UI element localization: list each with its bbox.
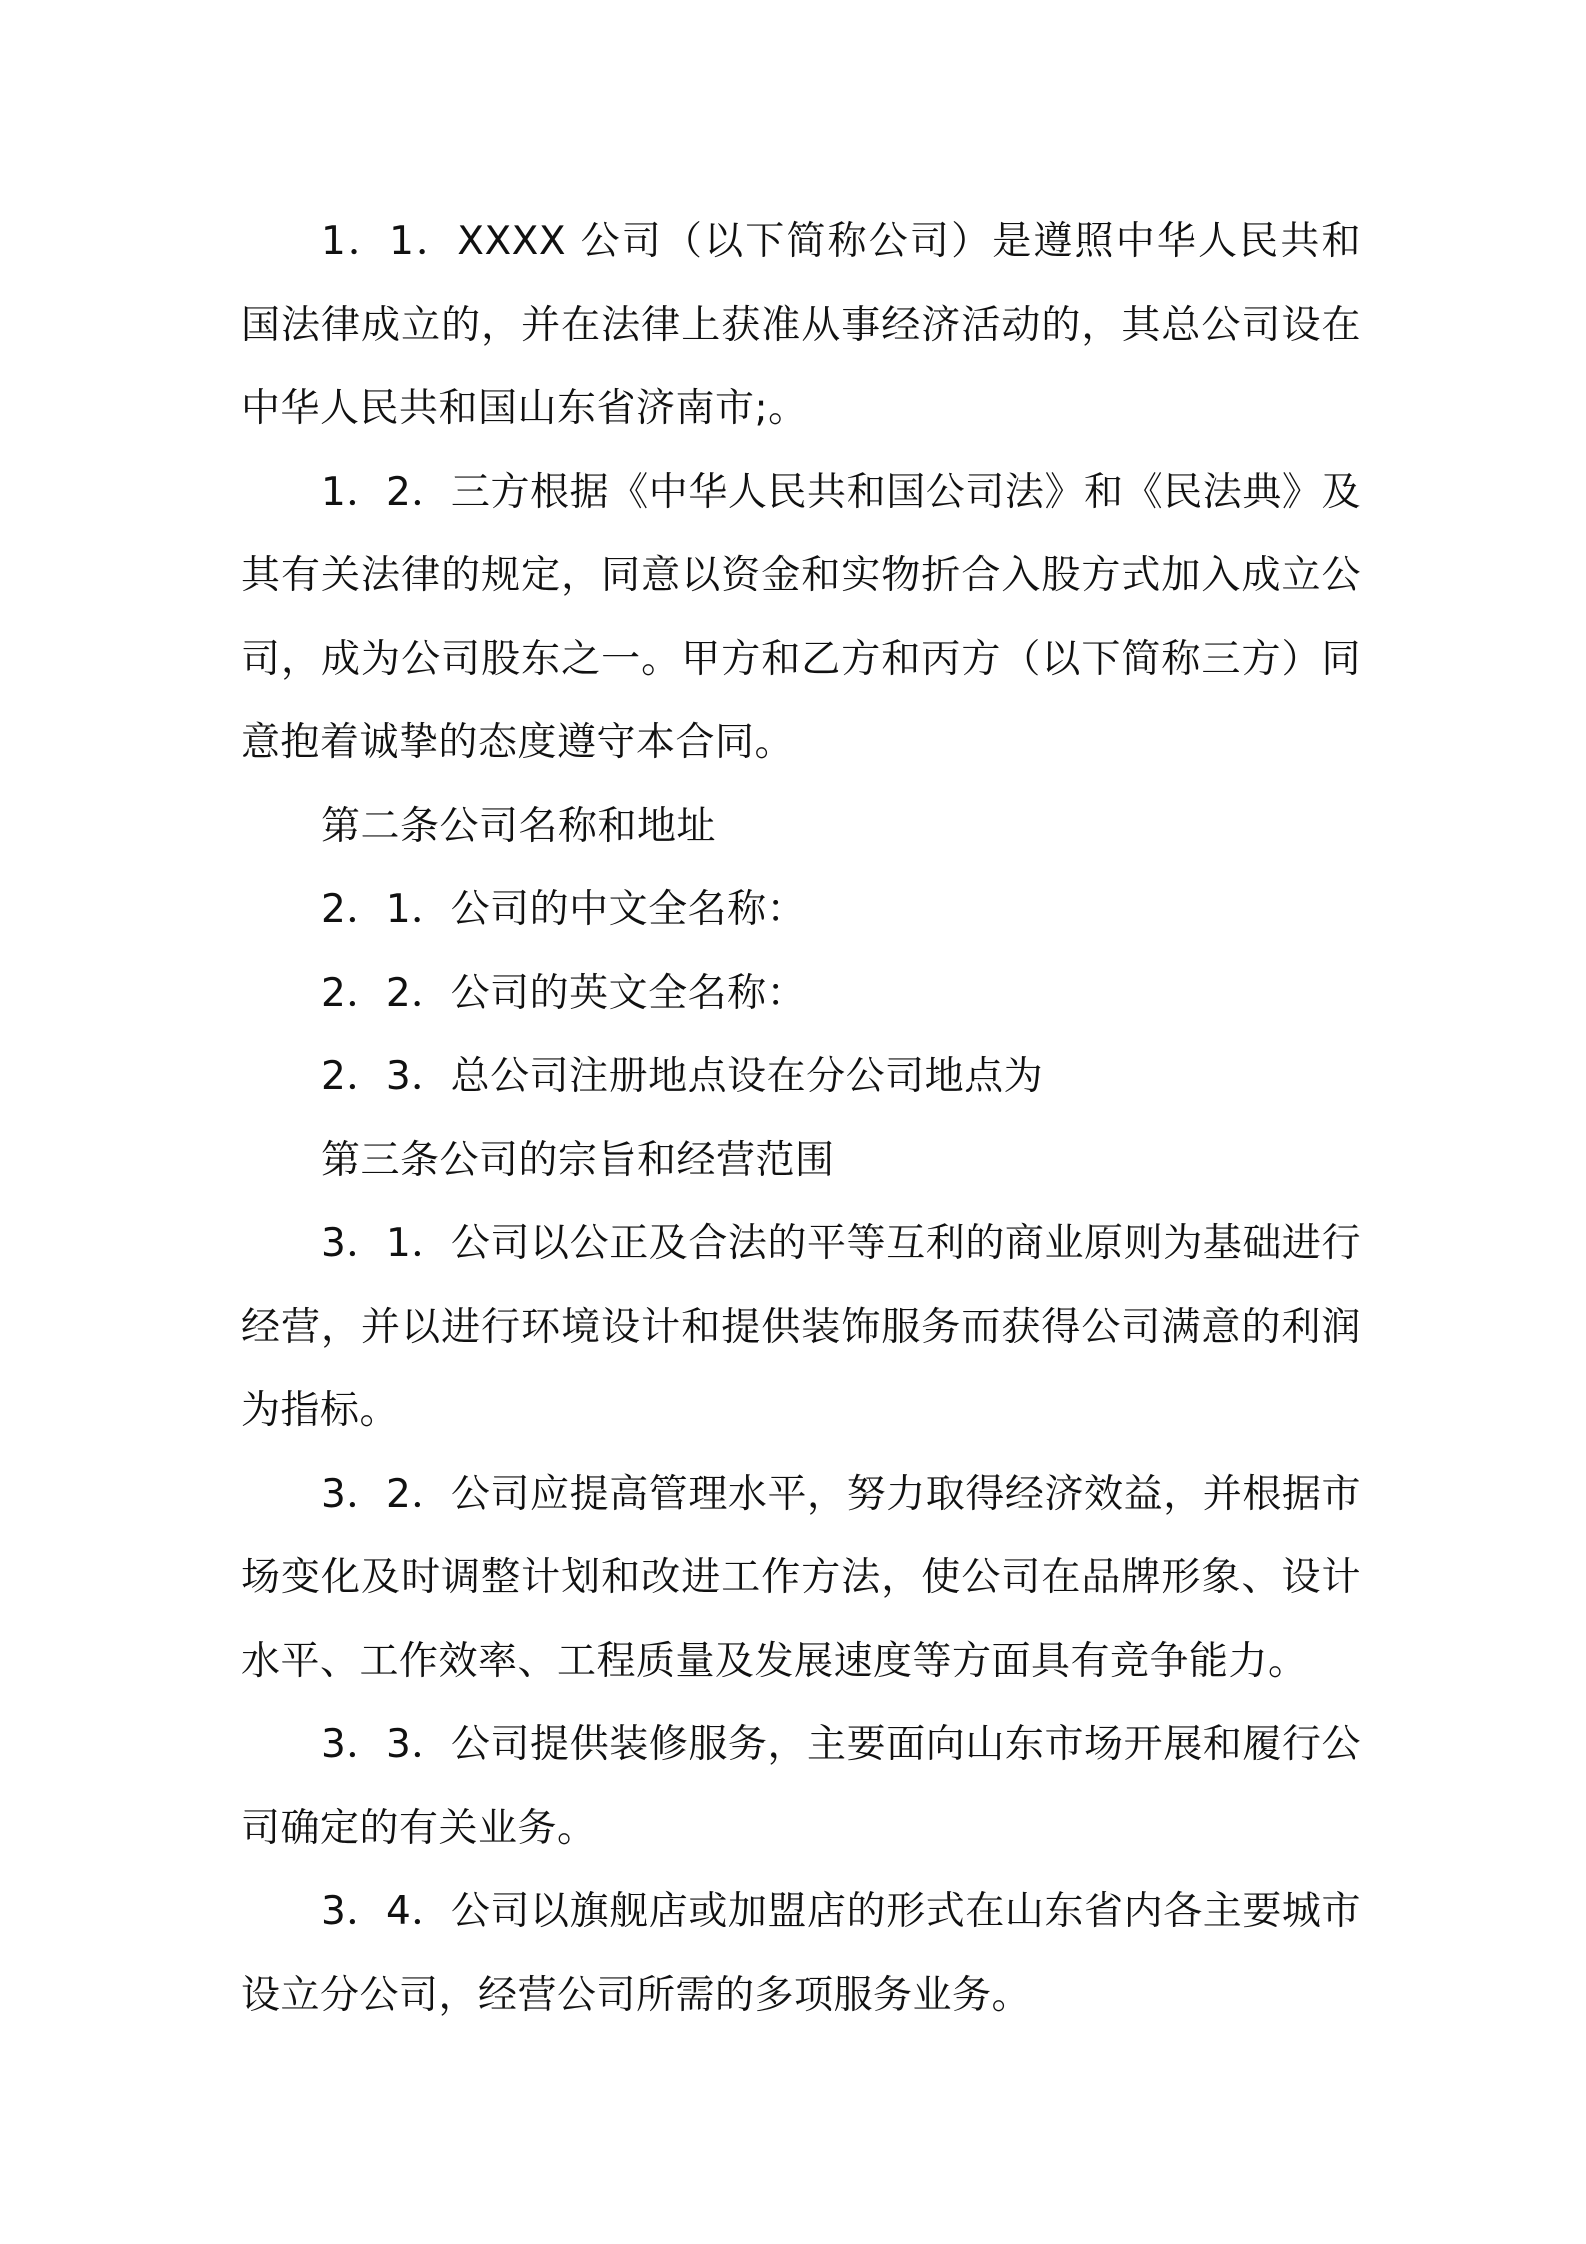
paragraph-1-2: 1．2．三方根据《中华人民共和国公司法》和《民法典》及其有关法律的规定，同意以资金和实物折合入股方式加入成立公司，成为公司股东之一。甲方和乙方和丙方（以下简称三方）同意抱着诚挚的态度遵守本合同。 bbox=[241, 469, 1361, 765]
paragraph-3-3: 3．3．公司提供装修服务，主要面向山东市场开展和履行公司确定的有关业务。 bbox=[241, 1722, 1361, 1851]
paragraph-2-1: 2．1．公司的中文全名称： bbox=[321, 887, 807, 932]
paragraph-3-2: 3．2．公司应提高管理水平，努力取得经济效益，并根据市场变化及时调整计划和改进工作方法，使公司在品牌形象、设计水平、工作效率、工程质量及发展速度等方面具有竞争能力。 bbox=[241, 1471, 1361, 1684]
paragraph-2-3: 2．3．总公司注册地点设在分公司地点为 bbox=[321, 1054, 1044, 1099]
section-heading-article-3: 第三条公司的宗旨和经营范围 bbox=[321, 1137, 835, 1183]
paragraph-3-4: 3．4．公司以旗舰店或加盟店的形式在山东省内各主要城市设立分公司，经营公司所需的多项服务业务。 bbox=[241, 1889, 1361, 2018]
paragraph-2-2: 2．2．公司的英文全名称： bbox=[321, 970, 807, 1016]
paragraph-1-1: 1．1．XXXX 公司（以下简称公司）是遵照中华人民共和国法律成立的，并在法律上获准从事经济活动的，其总公司设在中华人民共和国山东省济南市;。 bbox=[241, 219, 1361, 431]
paragraph-3-1: 3．1．公司以公正及合法的平等互利的商业原则为基础进行经营，并以进行环境设计和提供装饰服务而获得公司满意的利润为指标。 bbox=[241, 1221, 1361, 1433]
section-heading-article-2: 第二条公司名称和地址 bbox=[321, 803, 717, 849]
document-page bbox=[241, 200, 1361, 2037]
